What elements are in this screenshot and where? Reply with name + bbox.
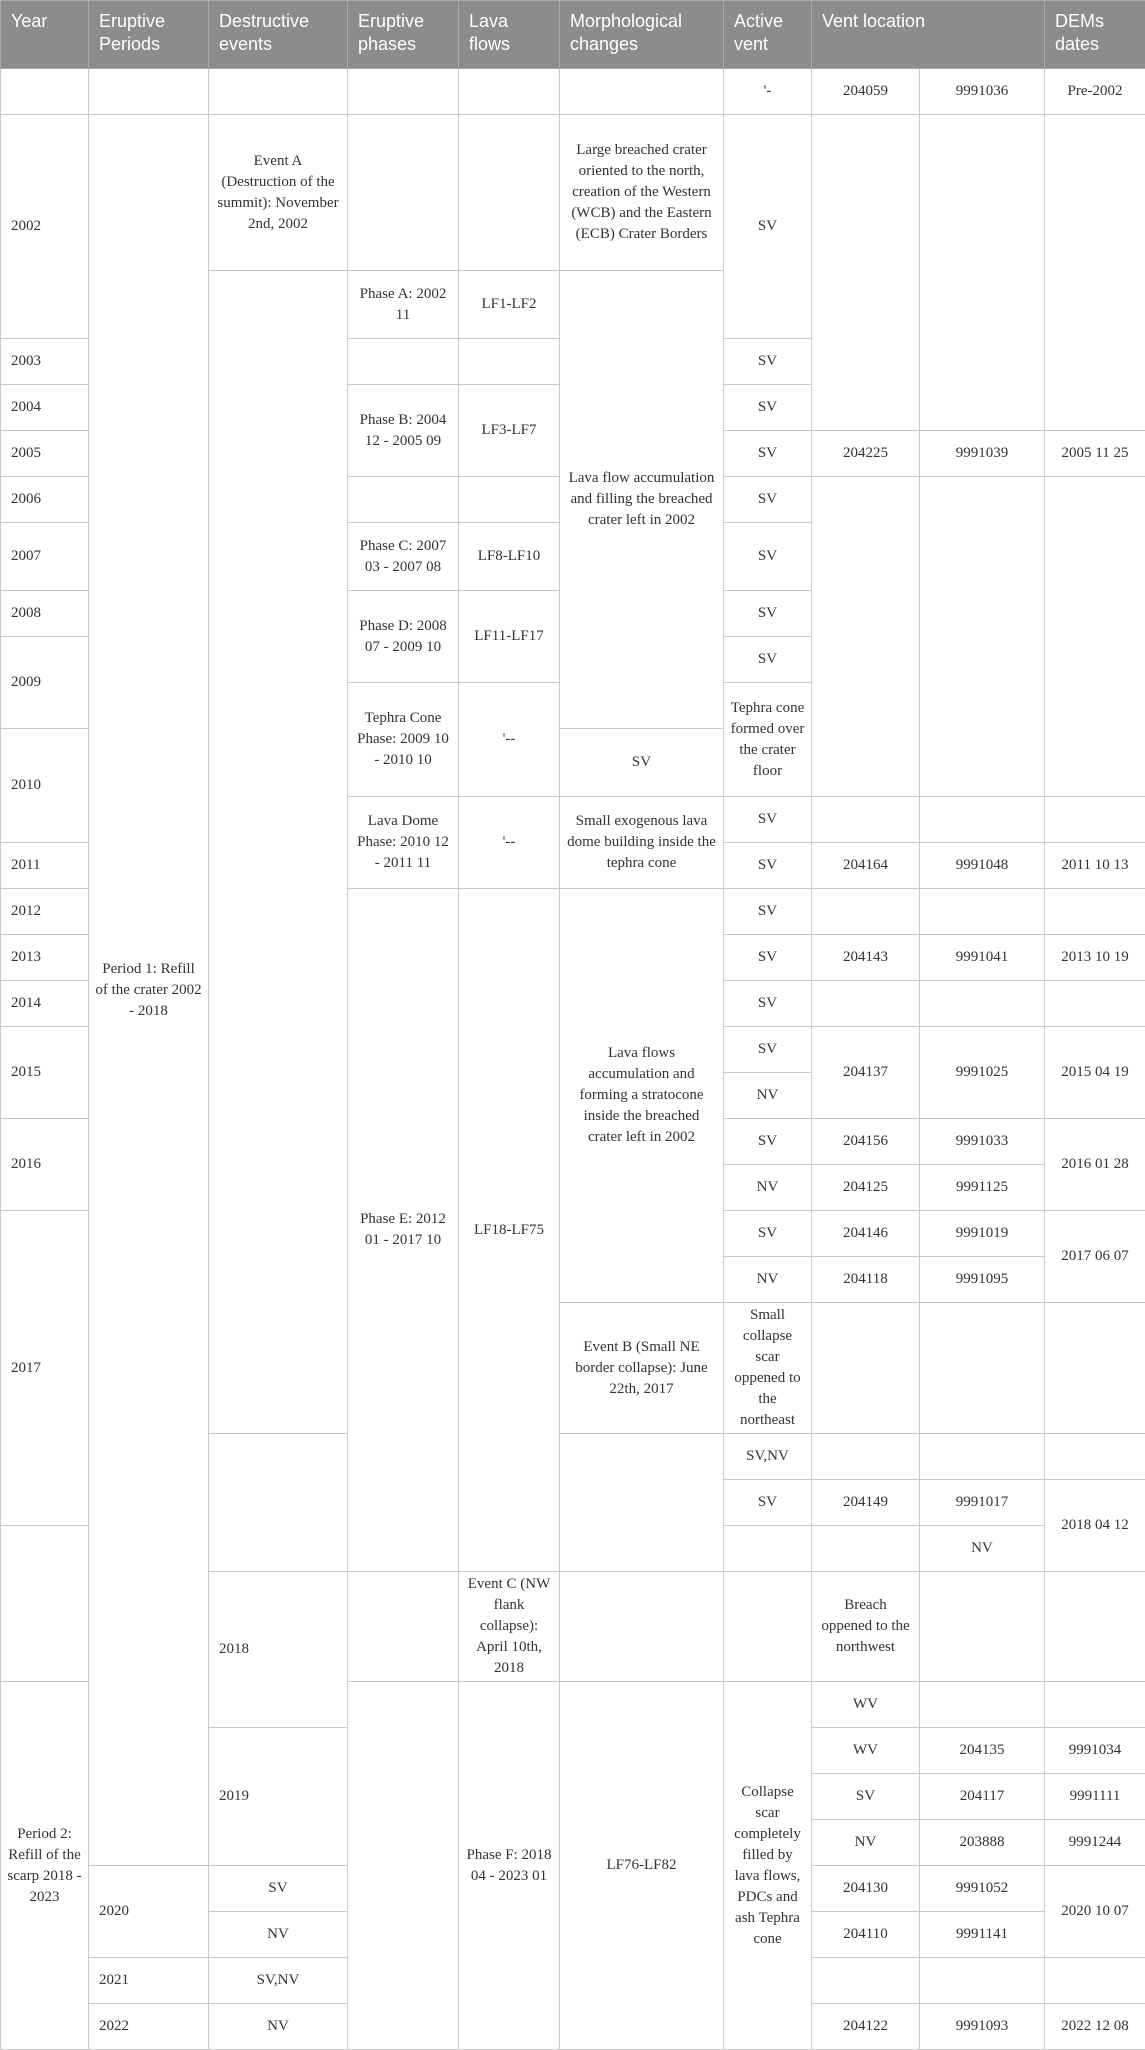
vent-cell: NV (209, 1912, 348, 1958)
event-cell (209, 1434, 348, 1572)
easting-cell: 204130 (812, 1866, 920, 1912)
northing-cell (1045, 1682, 1145, 1728)
easting-cell: 204117 (920, 1774, 1045, 1820)
vent-cell: SV (724, 843, 812, 889)
vent-cell: NV (724, 1165, 812, 1211)
easting-cell (920, 1682, 1045, 1728)
dem-date-cell (1045, 889, 1145, 935)
vent-cell: SV,NV (724, 1434, 812, 1480)
morph-cell: Collapse scar completely filled by lava flows, PDCs and ash Tephra cone (724, 1682, 812, 2050)
phase-cell: Phase D: 2008 07 - 2009 10 (348, 591, 459, 683)
year-cell: 2011 (1, 843, 89, 889)
vent-cell: SV (724, 1211, 812, 1257)
dem-date-cell: 2015 04 19 (1045, 1027, 1145, 1119)
easting-cell (812, 889, 920, 935)
northing-cell (920, 889, 1045, 935)
dem-date-cell (1045, 1958, 1145, 2004)
northing-cell: 9991244 (1045, 1820, 1145, 1866)
morph-cell: Breach oppened to the northwest (812, 1572, 920, 1682)
year-cell: 2007 (1, 523, 89, 591)
vent-cell: SV (812, 1774, 920, 1820)
header-active-vent: Active vent (724, 1, 812, 69)
vent-cell (920, 1572, 1045, 1682)
year-cell: 2017 (1, 1211, 89, 1526)
year-cell: 2020 (89, 1866, 209, 1958)
event-cell: Event A (Destruction of the summit): November 2nd, 2002 (209, 115, 348, 271)
dem-date-cell (1045, 981, 1145, 1027)
phase-cell: Lava Dome Phase: 2010 12 - 2011 11 (348, 797, 459, 889)
northing-cell: 9991052 (920, 1866, 1045, 1912)
northing-cell: 9991033 (920, 1119, 1045, 1165)
phase-cell (348, 339, 459, 385)
morph-cell: Lava flow accumulation and filling the breached crater left in 2002 (560, 271, 724, 729)
easting-cell (920, 1303, 1045, 1434)
phase-cell: Phase A: 2002 11 (348, 271, 459, 339)
morph-cell: Small exogenous lava dome building inside the tephra cone (560, 797, 724, 889)
vent-cell: SV (724, 1480, 812, 1526)
morph-cell (560, 1434, 724, 1572)
easting-cell (812, 1434, 920, 1480)
vent-cell: SV (724, 431, 812, 477)
easting-cell (812, 1958, 920, 2004)
header-morphological-changes: Morphological changes (560, 1, 724, 69)
dem-date-cell: 2018 04 12 (1045, 1480, 1145, 1572)
header-vent-location: Vent location (812, 1, 1045, 69)
dem-date-cell (1045, 1434, 1145, 1480)
year-cell: 2013 (1, 935, 89, 981)
phase-cell: Phase C: 2007 03 - 2007 08 (348, 523, 459, 591)
lava-cell (812, 1526, 920, 1572)
northing-cell (1045, 1303, 1145, 1434)
northing-cell: 9991025 (920, 1027, 1045, 1119)
lava-cell: LF8-LF10 (459, 523, 560, 591)
vent-cell: SV (724, 889, 812, 935)
easting-cell: 204110 (812, 1912, 920, 1958)
morph-cell: Tephra cone formed over the crater floor (724, 683, 812, 797)
lava-cell (459, 115, 560, 271)
year-cell: 2003 (1, 339, 89, 385)
year-cell: 2016 (1, 1119, 89, 1211)
northing-cell (920, 1958, 1045, 2004)
vent-cell: SV,NV (209, 1958, 348, 2004)
period-cell (89, 69, 209, 115)
easting-cell (1045, 1572, 1145, 1682)
header-destructive-events: Destructive events (209, 1, 348, 69)
dem-date-cell: 2022 12 08 (1045, 2004, 1145, 2050)
event-cell (348, 1682, 459, 2050)
dem-date-cell (1045, 797, 1145, 843)
year-cell: 2002 (1, 115, 89, 339)
morph-cell: Small collapse scar oppened to the northeast (724, 1303, 812, 1434)
easting-cell: 204156 (812, 1119, 920, 1165)
year-cell: 2014 (1, 981, 89, 1027)
lava-cell: LF11-LF17 (459, 591, 560, 683)
dem-date-cell: 2013 10 19 (1045, 935, 1145, 981)
vent-cell: SV (209, 1866, 348, 1912)
lava-cell (459, 477, 560, 523)
dem-date-cell (1045, 115, 1145, 431)
northing-cell: 9991036 (920, 69, 1045, 115)
vent-cell: SV (724, 591, 812, 637)
easting-cell: 203888 (920, 1820, 1045, 1866)
phase-cell (348, 477, 459, 523)
vent-cell: SV (724, 523, 812, 591)
vent-cell: SV (724, 115, 812, 339)
event-cell: Event B (Small NE border collapse): June 22th, 2017 (560, 1303, 724, 1434)
easting-cell: 204137 (812, 1027, 920, 1119)
event-cell (209, 69, 348, 115)
year-cell: 2009 (1, 637, 89, 729)
event-cell (209, 271, 348, 1434)
year-cell: 2021 (89, 1958, 209, 2004)
northing-cell: 9991034 (1045, 1728, 1145, 1774)
year-cell: 2005 (1, 431, 89, 477)
northing-cell (920, 477, 1045, 797)
easting-cell (812, 115, 920, 431)
northing-cell (920, 797, 1045, 843)
lava-cell: '-- (459, 797, 560, 889)
northing-cell: 9991017 (920, 1480, 1045, 1526)
period-cell: Period 1: Refill of the crater 2002 - 2018 (89, 115, 209, 1866)
lava-cell: LF3-LF7 (459, 385, 560, 477)
northing-cell: 9991048 (920, 843, 1045, 889)
vent-cell: SV (724, 981, 812, 1027)
phase-cell (724, 1526, 812, 1572)
vent-cell: SV (724, 1027, 812, 1073)
easting-cell: 204118 (812, 1257, 920, 1303)
northing-cell: 9991093 (920, 2004, 1045, 2050)
vent-cell: SV (724, 797, 812, 843)
vent-cell: SV (724, 477, 812, 523)
vent-cell: NV (724, 1257, 812, 1303)
phase-cell: Phase E: 2012 01 - 2017 10 (348, 889, 459, 1572)
header-eruptive-periods: Eruptive Periods (89, 1, 209, 69)
morph-cell: Large breached crater oriented to the north, creation of the Western (WCB) and the Eastern (ECB) Crater Borders (560, 115, 724, 271)
year-cell: 2015 (1, 1027, 89, 1119)
northing-cell (920, 1434, 1045, 1480)
easting-cell: 204146 (812, 1211, 920, 1257)
vent-cell: NV (812, 1820, 920, 1866)
lava-cell: LF1-LF2 (459, 271, 560, 339)
vent-cell: SV (724, 385, 812, 431)
vent-cell: WV (812, 1728, 920, 1774)
year-cell (1, 1526, 89, 1682)
vent-cell: WV (812, 1682, 920, 1728)
vent-cell (812, 1303, 920, 1434)
vent-cell: SV (724, 935, 812, 981)
header-dems-dates: DEMs dates (1045, 1, 1145, 69)
header-row (1, 1, 1145, 69)
vent-cell: '- (724, 69, 812, 115)
vent-cell: NV (209, 2004, 348, 2050)
northing-cell: 9991095 (920, 1257, 1045, 1303)
vent-cell: SV (724, 1119, 812, 1165)
year-cell: 2008 (1, 591, 89, 637)
dem-date-cell: Pre-2002 (1045, 69, 1145, 115)
year-cell: 2019 (209, 1728, 348, 1866)
morph-cell (560, 69, 724, 115)
easting-cell: 204059 (812, 69, 920, 115)
year-cell (1, 69, 89, 115)
easting-cell: 204135 (920, 1728, 1045, 1774)
northing-cell: 9991125 (920, 1165, 1045, 1211)
dem-date-cell: 2005 11 25 (1045, 431, 1145, 477)
phase-cell: Tephra Cone Phase: 2009 10 - 2010 10 (348, 683, 459, 797)
northing-cell: 9991111 (1045, 1774, 1145, 1820)
dem-date-cell: 2017 06 07 (1045, 1211, 1145, 1303)
easting-cell: 204149 (812, 1480, 920, 1526)
year-cell: 2004 (1, 385, 89, 431)
year-cell: 2022 (89, 2004, 209, 2050)
morph-cell: Lava flows accumulation and forming a stratocone inside the breached crater left in 2002 (560, 889, 724, 1303)
easting-cell (812, 981, 920, 1027)
northing-cell: 9991041 (920, 935, 1045, 981)
dem-date-cell (1045, 477, 1145, 797)
event-cell: Event C (NW flank collapse): April 10th, 2018 (459, 1572, 560, 1682)
easting-cell: 204143 (812, 935, 920, 981)
dem-date-cell: 2016 01 28 (1045, 1119, 1145, 1211)
year-cell: 2006 (1, 477, 89, 523)
lava-cell: '-- (459, 683, 560, 797)
header-lava-flows: Lava flows (459, 1, 560, 69)
year-cell: 2018 (209, 1572, 348, 1728)
lava-cell: LF18-LF75 (459, 889, 560, 1572)
easting-cell: 204125 (812, 1165, 920, 1211)
northing-cell: 9991141 (920, 1912, 1045, 1958)
dem-date-cell: 2011 10 13 (1045, 843, 1145, 889)
northing-cell (920, 115, 1045, 431)
phase-cell (348, 115, 459, 271)
vent-cell: SV (724, 339, 812, 385)
lava-cell: LF76-LF82 (560, 1682, 724, 2050)
phase-cell (348, 69, 459, 115)
vent-cell: SV (560, 729, 724, 797)
easting-cell: 204122 (812, 2004, 920, 2050)
table-row (1, 69, 1145, 115)
phase-cell (560, 1572, 724, 1682)
vent-cell: SV (724, 637, 812, 683)
header-year: Year (1, 1, 89, 69)
lava-cell (724, 1572, 812, 1682)
easting-cell: 204164 (812, 843, 920, 889)
northing-cell: 9991039 (920, 431, 1045, 477)
dem-date-cell: 2020 10 07 (1045, 1866, 1145, 1958)
lava-cell (459, 339, 560, 385)
vent-cell: NV (920, 1526, 1045, 1572)
northing-cell (920, 981, 1045, 1027)
lava-cell (459, 69, 560, 115)
table-row (1, 115, 1145, 271)
header-eruptive-phases: Eruptive phases (348, 1, 459, 69)
easting-cell: 204225 (812, 431, 920, 477)
northing-cell: 9991019 (920, 1211, 1045, 1257)
phase-cell: Phase B: 2004 12 - 2005 09 (348, 385, 459, 477)
period-cell: Period 2: Refill of the scarp 2018 - 2023 (1, 1682, 89, 2050)
year-cell: 2012 (1, 889, 89, 935)
easting-cell (812, 477, 920, 797)
period-cell (348, 1572, 459, 1682)
easting-cell (812, 797, 920, 843)
phase-cell: Phase F: 2018 04 - 2023 01 (459, 1682, 560, 2050)
year-cell: 2010 (1, 729, 89, 843)
vent-cell: NV (724, 1073, 812, 1119)
